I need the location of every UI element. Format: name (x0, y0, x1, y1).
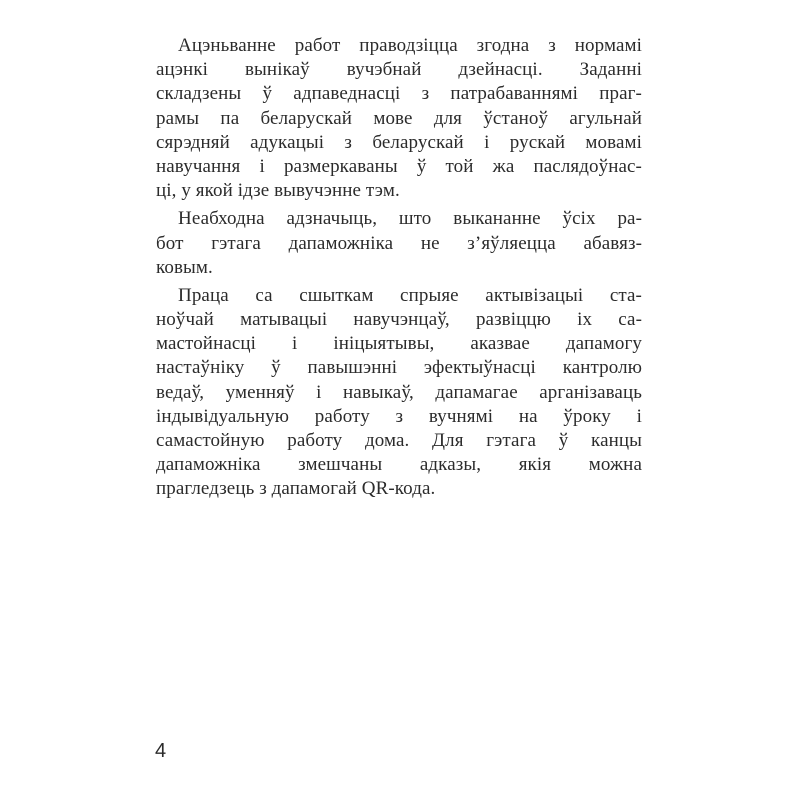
text-line: ведаў, уменняў і навыкаў, дапамагае арганізаваць (156, 381, 642, 403)
text-line: Ацэньванне работ праводзіцца згодна з нормамі (178, 35, 642, 56)
text-line: дапаможніка змешчаны адказы, якія можна (156, 454, 642, 476)
text-line: бот гэтага дапаможніка не з’яўляецца абавяз- (156, 232, 642, 254)
text-line: Праца са сшыткам спрыяе актывізацыі ста- (178, 284, 642, 306)
text-line: мастойнасці і ініцыятывы, аказвае дапамогу (156, 333, 642, 355)
text-line: ці, у якой ідзе вывучэнне тэм. (156, 180, 400, 202)
text-line: сярэдняй адукацыі з беларускай і рускай мовамі (156, 131, 642, 153)
paragraph-3 (156, 284, 642, 502)
text-line: Неабходна адзначыць, што выкананне ўсіх ра- (178, 208, 642, 230)
text-line: складзены ў адпаведнасці з патрабаваннямі праг- (156, 83, 642, 105)
paragraph-2 (156, 207, 642, 280)
text-line: навучання і размеркаваны ў той жа паслядоўнас- (156, 155, 642, 177)
paragraph-1 (156, 34, 642, 203)
text-line: рамы па беларускай мове для ўстаноў агульнай (156, 107, 642, 129)
text-line: самастойную работу дома. Для гэтага ў канцы (156, 430, 642, 451)
text-line: настаўніку ў павышэнні эфектыўнасці кантролю (156, 357, 642, 379)
text-line: ковым. (156, 256, 213, 278)
text-line: ацэнкі вынікаў вучэбнай дзейнасці. Заданні (156, 59, 642, 81)
text-line: ноўчай матывацыі навучэнцаў, развіццю іх са- (156, 309, 642, 331)
page-number: 4 (155, 740, 167, 762)
body-text (156, 34, 642, 506)
text-line: прагледзець з дапамогай QR-кода. (156, 478, 436, 500)
text-line: індывідуальную работу з вучнямі на ўроку і (156, 405, 642, 427)
